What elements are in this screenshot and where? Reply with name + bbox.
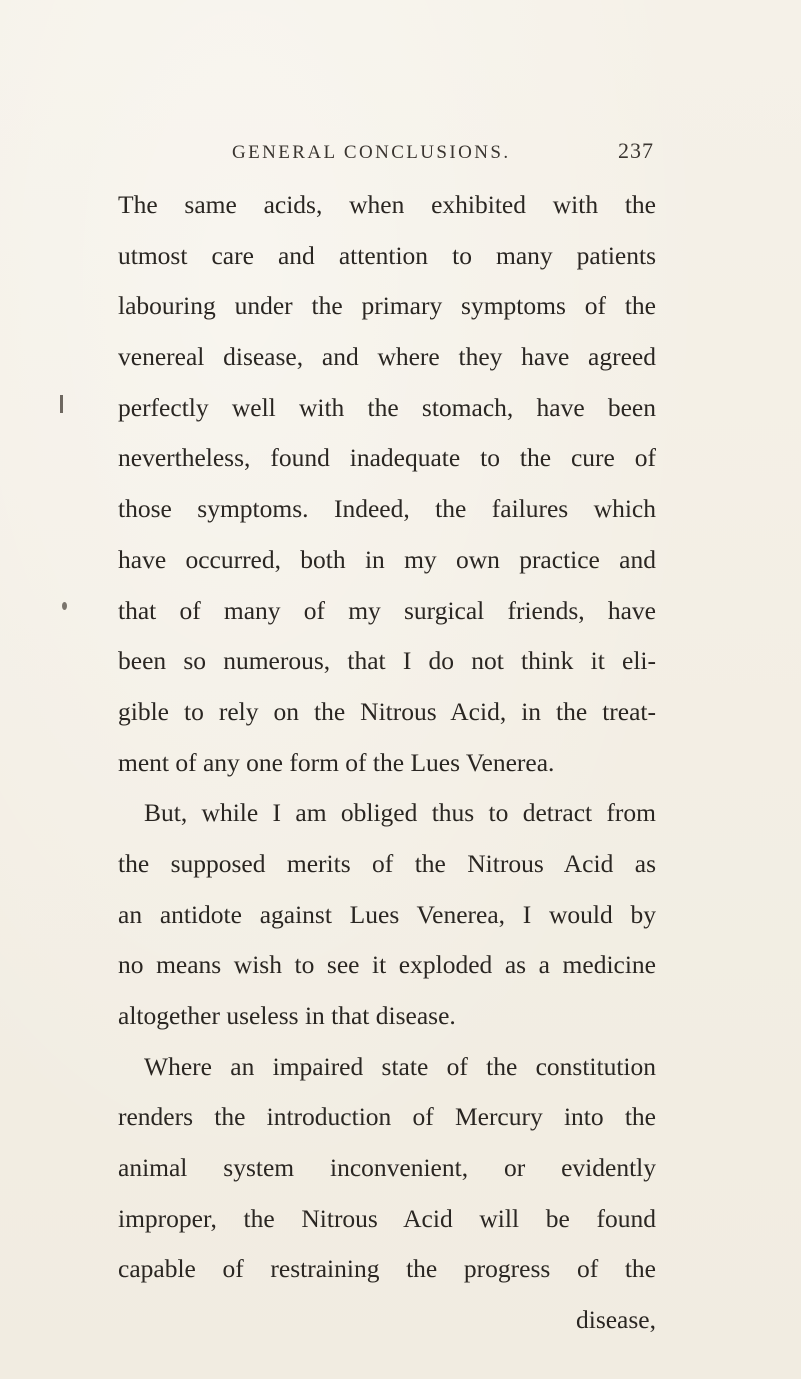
text-line: an antidote against Lues Venerea, I would by xyxy=(118,899,656,929)
text-line: capable of restraining the progress of the xyxy=(118,1254,656,1284)
body-text xyxy=(118,180,656,1346)
text-line: ment of any one form of the Lues Venerea. xyxy=(118,747,555,777)
text-line: the supposed merits of the Nitrous Acid as xyxy=(118,848,656,878)
margin-mark xyxy=(62,602,67,610)
text-line: Where an impaired state of the constitution xyxy=(144,1051,656,1081)
text-line: animal system inconvenient, or evidently xyxy=(118,1153,656,1183)
text-line: gible to rely on the Nitrous Acid, in the treat- xyxy=(118,696,656,726)
text-line: have occurred, both in my own practice and xyxy=(118,544,656,574)
running-head: GENERAL CONCLUSIONS. xyxy=(232,142,511,163)
text-line: been so numerous, that I do not think it eli- xyxy=(118,646,656,676)
text-line: that of many of my surgical friends, have xyxy=(118,595,656,625)
text-line: labouring under the primary symptoms of the xyxy=(118,291,656,321)
text-line: no means wish to see it exploded as a medicine xyxy=(118,950,656,980)
text-line: But, while I am obliged thus to detract from xyxy=(144,798,656,828)
text-line: nevertheless, found inadequate to the cure of xyxy=(118,443,656,473)
text-line: renders the introduction of Mercury into the xyxy=(118,1102,656,1132)
page-number: 237 xyxy=(618,138,654,163)
text-line: altogether useless in that disease. xyxy=(118,1001,456,1030)
text-line: improper, the Nitrous Acid will be found xyxy=(118,1203,656,1233)
margin-mark xyxy=(60,395,63,413)
text-line: The same acids, when exhibited with the xyxy=(118,190,656,219)
catchword: disease, xyxy=(575,1305,656,1335)
text-line: perfectly well with the stomach, have been xyxy=(118,392,656,422)
text-line: those symptoms. Indeed, the failures which xyxy=(118,494,656,524)
text-line: venereal disease, and where they have agreed xyxy=(118,342,656,372)
text-line: utmost care and attention to many patients xyxy=(118,240,656,270)
